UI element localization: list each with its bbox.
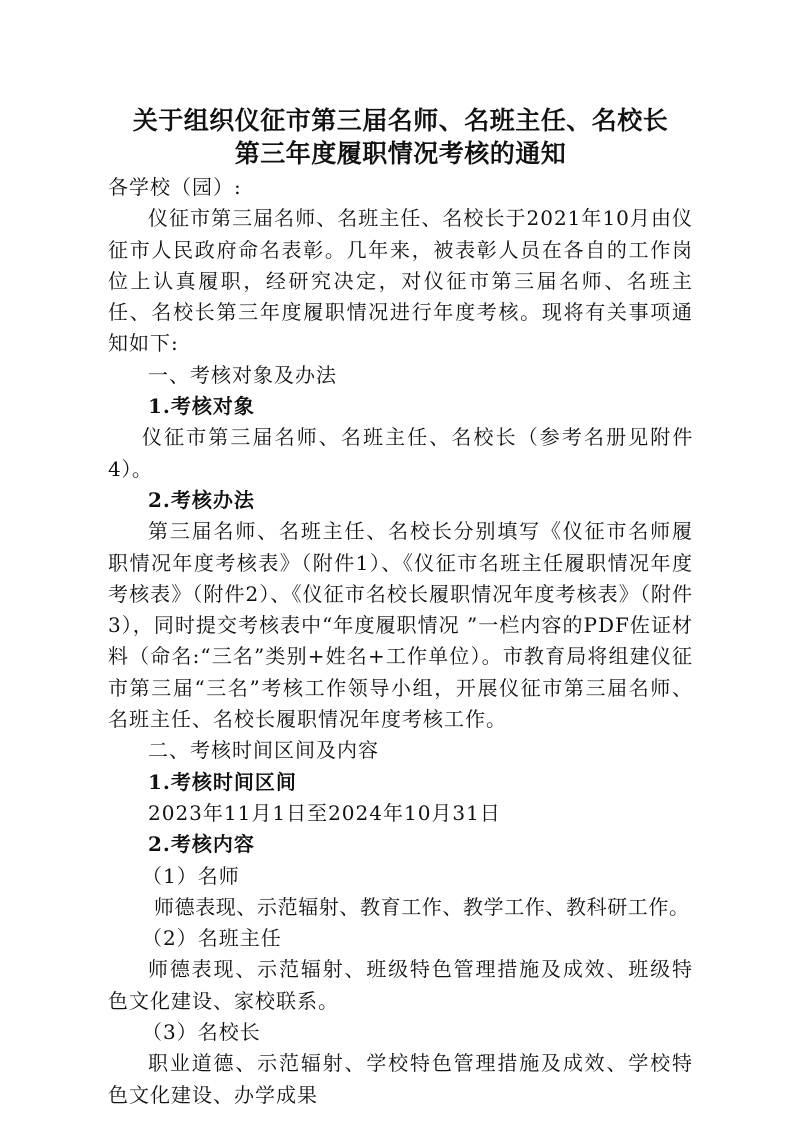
section1-sub1-heading: 1.考核对象 bbox=[148, 394, 255, 419]
intro-paragraph: 仪征市第三届名师、名班主任、名校长于2021年10月由仪征市人民政府命名表彰。几年来，被表彰人员在各自的工作岗位上认真履职，经研究决定，对仪征市第三届名师、名班主任、名校长第三年度履职情况进行年度考核。现将有关事项通知如下: bbox=[108, 206, 693, 356]
document-title bbox=[108, 104, 693, 170]
section2-sub1-text: 2023年11月1日至2024年10月31日 bbox=[148, 800, 501, 825]
section1-sub2-heading: 2.考核办法 bbox=[148, 487, 255, 512]
section1-sub2-text: 第三届名师、名班主任、名校长分别填写《仪征市名师履职情况年度考核表》（附件1）、《仪征市名班主任履职情况年度考核表》（附件2）、《仪征市名校长履职情况年度考核表》（附件3），同时提交考核表中“年度履职情况 ”一栏内容的PDF佐证材料（命名:“三名”类别+姓名+工作单位）。市教育局将组建仪征市第三届“三名”考核工作领导小组，开展仪征市第三届名师、名班主任、名校长履职情况年度考核工作。 bbox=[108, 519, 693, 732]
content-item1-label: （1）名师 bbox=[142, 863, 240, 888]
title-line-1: 关于组织仪征市第三届名师、名班主任、名校长 bbox=[132, 106, 669, 135]
section2-sub2-heading: 2.考核内容 bbox=[148, 832, 255, 857]
title-line-2: 第三年度履职情况考核的通知 bbox=[234, 139, 567, 168]
content-item2-text: 师德表现、示范辐射、班级特色管理措施及成效、班级特色文化建设、家校联系。 bbox=[108, 957, 693, 1013]
section1-heading: 一、考核对象及办法 bbox=[148, 362, 337, 387]
content-item2-label: （2）名班主任 bbox=[142, 926, 282, 951]
section2-sub1-heading: 1.考核时间区间 bbox=[148, 769, 297, 794]
content-item3-text: 职业道德、示范辐射、学校特色管理措施及成效、学校特色文化建设、办学成果 bbox=[108, 1051, 693, 1107]
content-item3-label: （3）名校长 bbox=[142, 1020, 261, 1045]
section2-heading: 二、考核时间区间及内容 bbox=[148, 738, 379, 763]
salutation: 各学校（园）: bbox=[108, 175, 242, 199]
section1-sub1-text: 仪征市第三届名师、名班主任、名校长（参考名册见附件4）。 bbox=[108, 425, 693, 481]
content-item1-text: 师德表现、示范辐射、教育工作、教学工作、教科研工作。 bbox=[154, 894, 690, 919]
